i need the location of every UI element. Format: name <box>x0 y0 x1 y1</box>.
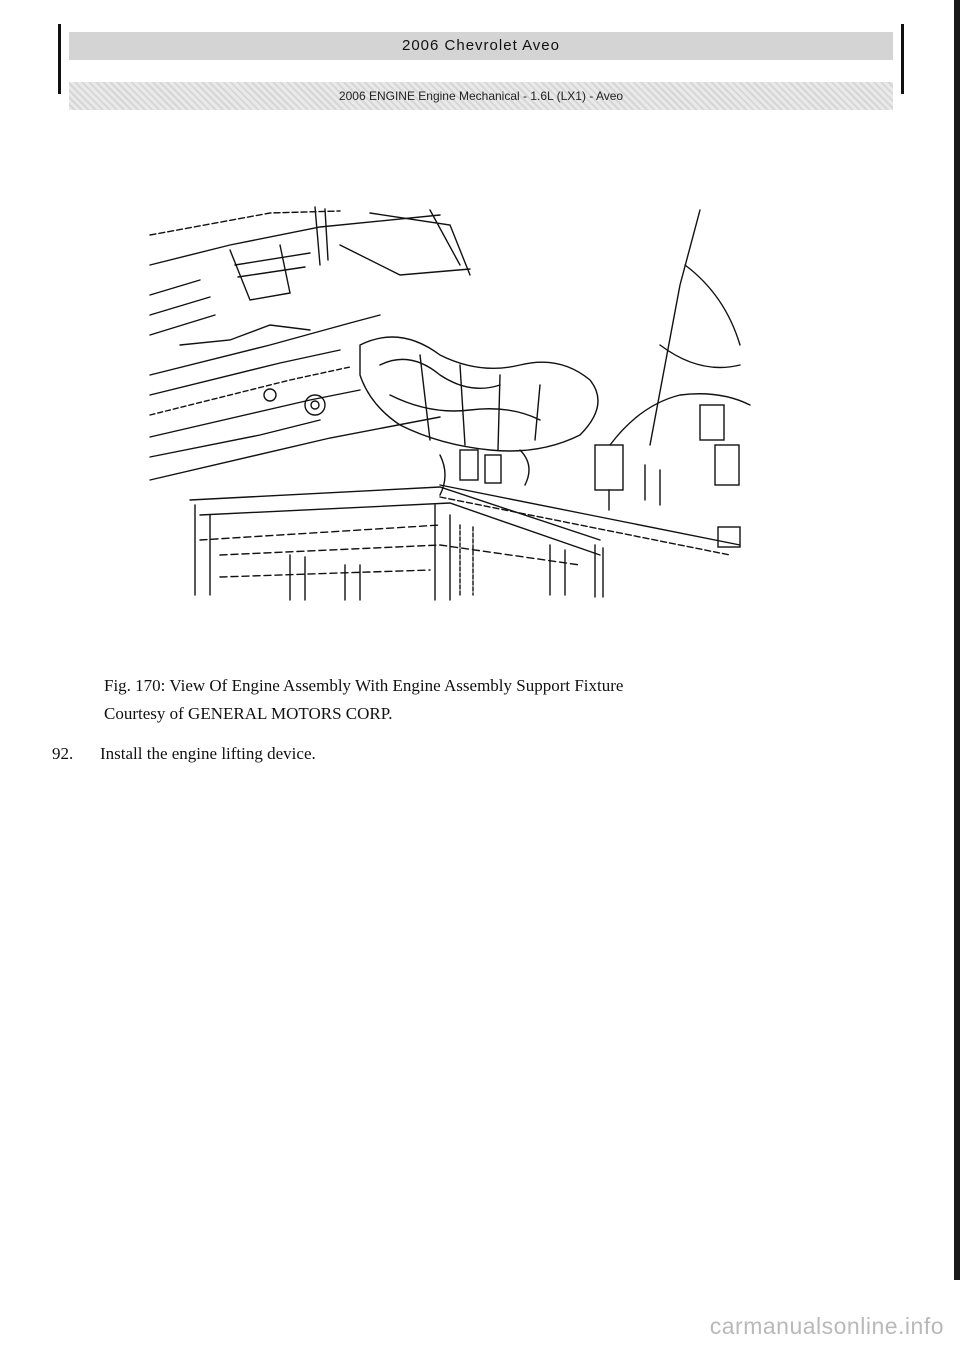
step-number: 92. <box>52 744 74 763</box>
header-subtitle: 2006 ENGINE Engine Mechanical - 1.6L (LX1) - Aveo <box>69 82 893 110</box>
procedure-step <box>52 744 316 764</box>
header-title: 2006 Chevrolet Aveo <box>69 32 893 60</box>
figure-caption: Fig. 170: View Of Engine Assembly With Engine Assembly Support Fixture <box>104 676 624 695</box>
document-header <box>58 24 904 103</box>
watermark-text: carmanualsonline.info <box>709 1313 944 1339</box>
engine-assembly-illustration <box>140 205 760 605</box>
figure-credit: Courtesy of GENERAL MOTORS CORP. <box>104 704 393 723</box>
figure-caption-block <box>104 672 623 728</box>
step-text: Install the engine lifting device. <box>100 744 316 763</box>
page-edge-rule <box>954 0 960 1280</box>
